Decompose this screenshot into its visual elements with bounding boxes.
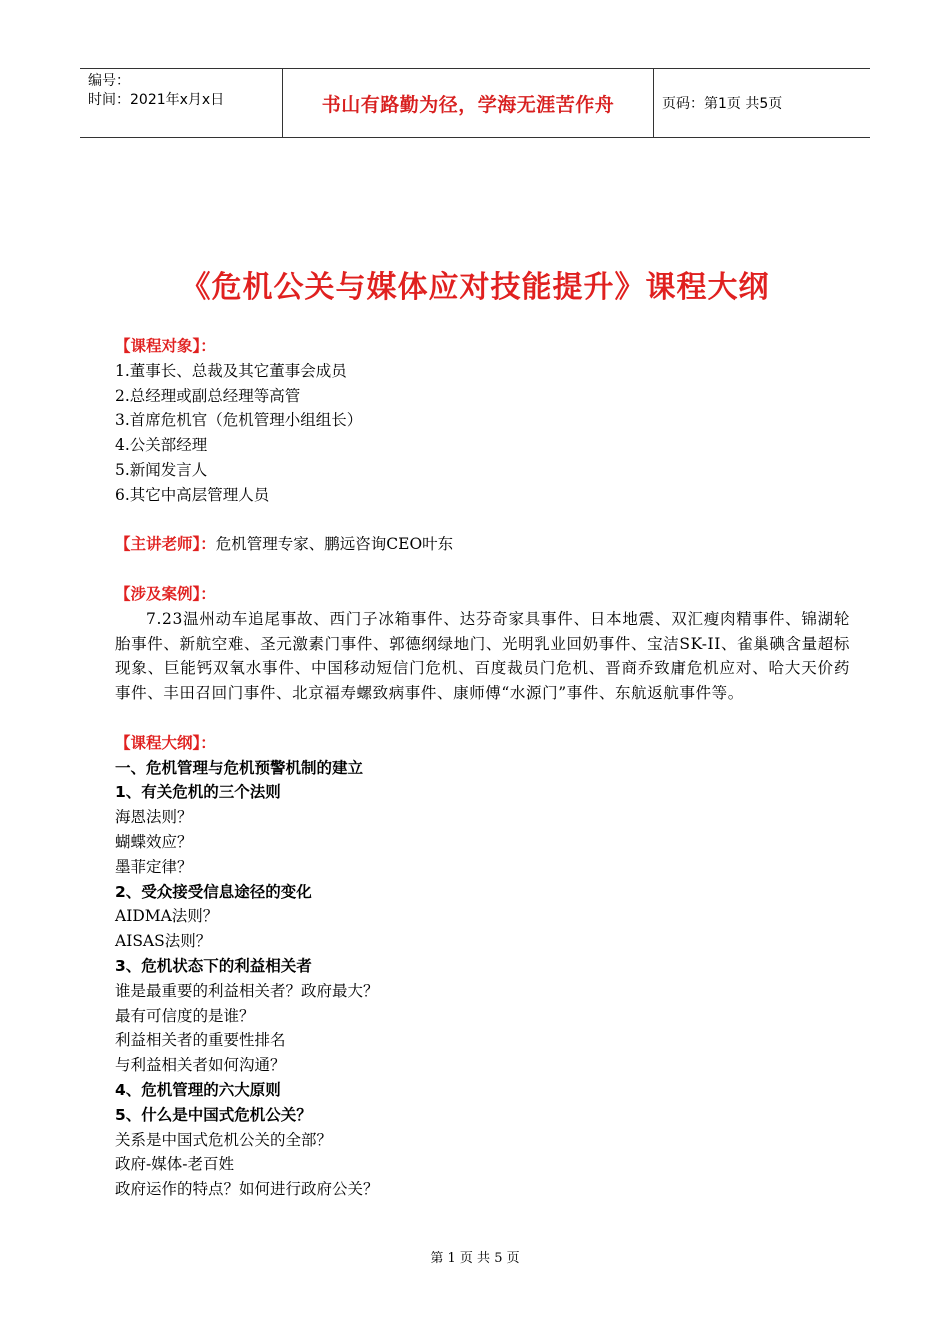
outline-item: 政府运作的特点？如何进行政府公关？: [115, 1180, 379, 1199]
outline-item: AISAS法则？: [115, 932, 212, 951]
audience-item: 5.新闻发言人: [115, 460, 208, 479]
outline-section-title: 1、有关危机的三个法则: [115, 783, 281, 802]
outline-item: 墨菲定律？: [115, 857, 193, 876]
audience-item: 2.总经理或副总经理等高管: [115, 386, 301, 405]
audience-item: 4.公关部经理: [115, 436, 208, 455]
outline-item: 最有可信度的是谁？: [115, 1006, 255, 1025]
outline-section-title: 3、危机状态下的利益相关者: [115, 956, 312, 975]
outline-part-title: 一、危机管理与危机预警机制的建立: [115, 758, 364, 777]
cases-paragraph: 7.23温州动车追尾事故、西门子冰箱事件、达芬奇家具事件、日本地震、双汇瘦肉精事件、锦湖轮胎事件、新航空难、圣元激素门事件、郭德纲绿地门、光明乳业回奶事件、宝洁SK-II、雀巢碘含量超标现象、巨能钙双氧水事件、中国移动短信门危机、百度裁员门危机、晋商乔致庸危机应对、哈大天价药事件、丰田召回门事件、北京福寿螺致病事件、康师傅“水源门”事件、东航返航事件等。: [115, 609, 850, 703]
outline-item: 谁是最重要的利益相关者？政府最大？: [115, 981, 379, 1000]
outline-item: AIDMA法则？: [115, 907, 219, 926]
header-motto-cell: [282, 69, 654, 137]
time-label: 时间：2021年x月x日: [88, 92, 225, 108]
outline-item: 海恩法则？: [115, 808, 193, 827]
header-meta: [80, 69, 282, 137]
audience-item: 3.首席危机官（危机管理小组组长）: [115, 411, 363, 430]
outline-item: 政府-媒体-老百姓: [115, 1155, 234, 1174]
lecturer-text: 危机管理专家、鹏远咨询CEO叶东: [215, 535, 454, 554]
document-title: 《危机公关与媒体应对技能提升》课程大纲: [180, 270, 770, 305]
outline-section-title: 5、什么是中国式危机公关？: [115, 1105, 312, 1124]
outline-item: 与利益相关者如何沟通？: [115, 1056, 286, 1075]
page-footer: 第 1 页 共 5 页: [430, 1251, 520, 1266]
lecturer-line: [115, 532, 850, 557]
header-motto: 书山有路勤为径，学海无涯苦作舟: [321, 93, 615, 116]
outline-item: 蝴蝶效应？: [115, 832, 193, 851]
outline-section-title: 2、受众接受信息途径的变化: [115, 882, 312, 901]
audience-item: 6.其它中高层管理人员: [115, 485, 270, 504]
page-label: 页码：第1页 共5页: [662, 96, 783, 112]
cases-heading: 【涉及案例】：: [115, 584, 216, 603]
number-label: 编号：: [88, 73, 130, 89]
page-header: [80, 68, 870, 138]
outline-section-title: 4、危机管理的六大原则: [115, 1080, 281, 1099]
document-body: [115, 334, 850, 1202]
audience-item: 1.董事长、总裁及其它董事会成员: [115, 361, 347, 380]
outline-item: 利益相关者的重要性排名: [115, 1031, 286, 1050]
outline-heading: 【课程大纲】：: [115, 733, 216, 752]
lecturer-heading: 【主讲老师】：: [115, 535, 216, 554]
header-page-cell: [654, 69, 870, 137]
audience-heading: 【课程对象】：: [115, 337, 216, 355]
outline-item: 关系是中国式危机公关的全部？: [115, 1130, 333, 1149]
